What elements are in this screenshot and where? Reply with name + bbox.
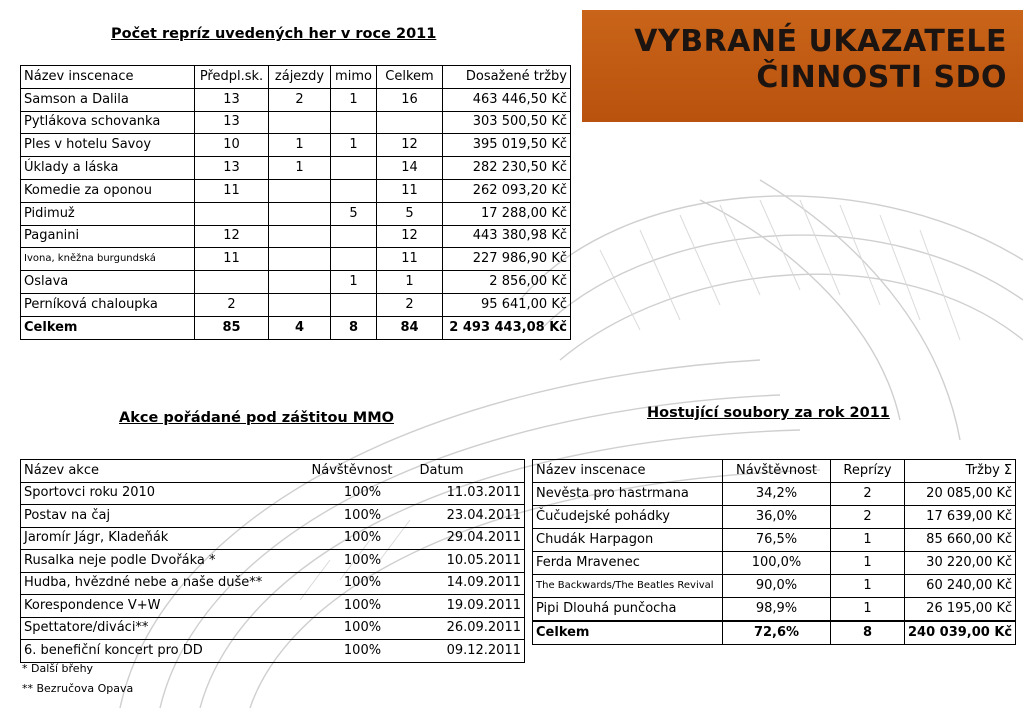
table-cell: 2 [269, 88, 331, 111]
table-cell: 10.05.2011 [417, 550, 525, 573]
table-cell [195, 202, 269, 225]
table-cell: 36,0% [723, 506, 831, 529]
column-header: Předpl.sk. [195, 66, 269, 89]
table-header-row [21, 66, 571, 89]
table-row [533, 575, 1016, 598]
table-cell: 1 [831, 598, 905, 622]
table-cell: 262 093,20 Kč [443, 179, 571, 202]
table-cell: 100% [309, 482, 417, 505]
table-cell: 463 446,50 Kč [443, 88, 571, 111]
table-cell [269, 248, 331, 271]
table-row [21, 293, 571, 316]
table-cell: Chudák Harpagon [533, 529, 723, 552]
table-cell: Ples v hotelu Savoy [21, 134, 195, 157]
table-cell: Ivona, kněžna burgundská [21, 248, 195, 271]
table-cell [269, 271, 331, 294]
table-cell: 09.12.2011 [417, 640, 525, 663]
table-cell: 2 [831, 506, 905, 529]
table-row [21, 225, 571, 248]
table-cell: 17 288,00 Kč [443, 202, 571, 225]
column-header: Reprízy [831, 460, 905, 483]
table-row [21, 316, 571, 339]
table-cell: 2 856,00 Kč [443, 271, 571, 294]
table-cell: 12 [377, 225, 443, 248]
table-cell: Sportovci roku 2010 [21, 482, 309, 505]
table-cell [331, 157, 377, 180]
table-cell: 8 [331, 316, 377, 339]
table-cell: 2 [195, 293, 269, 316]
table-cell: 10 [195, 134, 269, 157]
table-cell: 12 [195, 225, 269, 248]
table-cell [195, 271, 269, 294]
table-cell: The Backwards/The Beatles Revival [533, 575, 723, 598]
table-row [533, 621, 1016, 645]
table-cell: Ferda Mravenec [533, 552, 723, 575]
table-row [21, 572, 525, 595]
table-cell: Nevěsta pro hastrmana [533, 483, 723, 506]
table-cell: Komedie za oponou [21, 179, 195, 202]
table-cell: 19.09.2011 [417, 595, 525, 618]
table-cell: 17 639,00 Kč [905, 506, 1016, 529]
column-header: Celkem [377, 66, 443, 89]
table-cell: Čučudejské pohádky [533, 506, 723, 529]
table-header-row [21, 460, 525, 483]
title-banner [582, 10, 1023, 122]
table-cell [269, 202, 331, 225]
table-row [21, 157, 571, 180]
column-header: Návštěvnost [723, 460, 831, 483]
table-cell: 98,9% [723, 598, 831, 622]
table-row [21, 179, 571, 202]
table-row [533, 598, 1016, 622]
table-cell: Oslava [21, 271, 195, 294]
table-cell: 4 [269, 316, 331, 339]
table-cell [269, 225, 331, 248]
table-row [21, 88, 571, 111]
table-cell: 13 [195, 88, 269, 111]
table-cell: Celkem [533, 621, 723, 645]
column-header: Návštěvnost [309, 460, 417, 483]
table-cell: 11 [377, 248, 443, 271]
table-cell: 90,0% [723, 575, 831, 598]
table-cell: 34,2% [723, 483, 831, 506]
table-row [21, 482, 525, 505]
column-header: Tržby Σ [905, 460, 1016, 483]
table-cell: 11 [195, 179, 269, 202]
table-cell: 100% [309, 640, 417, 663]
table-cell: Spettatore/diváci** [21, 617, 309, 640]
table-header-row [533, 460, 1016, 483]
table-cell: 29.04.2011 [417, 527, 525, 550]
table-cell: 100% [309, 617, 417, 640]
hostujici-caption: Hostující soubory za rok 2011 [647, 405, 890, 421]
table-cell: 100% [309, 527, 417, 550]
table-cell: 13 [195, 157, 269, 180]
table-cell: 26 195,00 Kč [905, 598, 1016, 622]
column-header: zájezdy [269, 66, 331, 89]
table-cell: Paganini [21, 225, 195, 248]
table-cell: 303 500,50 Kč [443, 111, 571, 134]
table-cell: 16 [377, 88, 443, 111]
table-cell: 100% [309, 550, 417, 573]
table-row [533, 506, 1016, 529]
table-cell: Hudba, hvězdné nebe a naše duše** [21, 572, 309, 595]
table-cell [269, 293, 331, 316]
table-cell [331, 293, 377, 316]
table-cell: 95 641,00 Kč [443, 293, 571, 316]
column-header: Název inscenace [21, 66, 195, 89]
table-cell: 100,0% [723, 552, 831, 575]
table-row [21, 111, 571, 134]
table-cell [377, 111, 443, 134]
table-row [533, 529, 1016, 552]
repriza-caption: Počet repríz uvedených her v roce 2011 [111, 26, 437, 42]
column-header: Název inscenace [533, 460, 723, 483]
table-cell: 20 085,00 Kč [905, 483, 1016, 506]
table-row [21, 505, 525, 528]
table-row [21, 617, 525, 640]
column-header: Dosažené tržby [443, 66, 571, 89]
akce-table [20, 459, 525, 663]
table-cell [269, 111, 331, 134]
table-row [21, 595, 525, 618]
table-row [21, 202, 571, 225]
table-cell: 1 [331, 134, 377, 157]
table-cell: 11 [377, 179, 443, 202]
table-cell: 85 660,00 Kč [905, 529, 1016, 552]
table-cell [331, 248, 377, 271]
table-cell [331, 111, 377, 134]
table-cell: Samson a Dalila [21, 88, 195, 111]
table-cell: 23.04.2011 [417, 505, 525, 528]
table-cell [331, 225, 377, 248]
table-cell: 26.09.2011 [417, 617, 525, 640]
table-cell: 240 039,00 Kč [905, 621, 1016, 645]
table-cell: 443 380,98 Kč [443, 225, 571, 248]
repriza-table [20, 65, 571, 340]
table-cell: 2 [377, 293, 443, 316]
table-cell: 30 220,00 Kč [905, 552, 1016, 575]
column-header: Datum [417, 460, 525, 483]
table-cell: 1 [831, 529, 905, 552]
table-row [533, 483, 1016, 506]
table-cell: 12 [377, 134, 443, 157]
table-cell: Pidimuž [21, 202, 195, 225]
akce-caption: Akce pořádané pod záštitou MMO [119, 410, 394, 426]
table-cell: Celkem [21, 316, 195, 339]
table-cell: 2 493 443,08 Kč [443, 316, 571, 339]
table-row [21, 527, 525, 550]
table-cell: 84 [377, 316, 443, 339]
title-line-1: VYBRANÉ UKAZATELE [634, 24, 1007, 59]
table-cell: Pipi Dlouhá punčocha [533, 598, 723, 622]
table-cell: 395 019,50 Kč [443, 134, 571, 157]
table-cell [331, 179, 377, 202]
table-cell: 100% [309, 595, 417, 618]
table-cell: 5 [377, 202, 443, 225]
table-cell: 282 230,50 Kč [443, 157, 571, 180]
table-cell: 14 [377, 157, 443, 180]
table-cell: Pytlákova schovanka [21, 111, 195, 134]
column-header: mimo [331, 66, 377, 89]
table-cell: Rusalka neje podle Dvořáka * [21, 550, 309, 573]
table-cell: 1 [377, 271, 443, 294]
table-cell [269, 179, 331, 202]
table-cell: 1 [331, 88, 377, 111]
table-cell: 1 [831, 575, 905, 598]
table-row [21, 640, 525, 663]
table-cell: 6. benefiční koncert pro DD [21, 640, 309, 663]
table-cell: Jaromír Jágr, Kladeňák [21, 527, 309, 550]
table-cell: 5 [331, 202, 377, 225]
table-cell: 76,5% [723, 529, 831, 552]
table-row [21, 248, 571, 271]
table-cell: 1 [831, 552, 905, 575]
table-cell: 72,6% [723, 621, 831, 645]
footnote: ** Bezručova Opava [22, 682, 134, 695]
table-row [533, 552, 1016, 575]
table-cell: Postav na čaj [21, 505, 309, 528]
table-cell: 8 [831, 621, 905, 645]
table-row [21, 550, 525, 573]
table-cell: Korespondence V+W [21, 595, 309, 618]
table-cell: 2 [831, 483, 905, 506]
table-cell: 100% [309, 572, 417, 595]
table-cell: 14.09.2011 [417, 572, 525, 595]
table-cell: 100% [309, 505, 417, 528]
table-cell: 1 [331, 271, 377, 294]
column-header: Název akce [21, 460, 309, 483]
hostujici-table [532, 459, 1016, 645]
table-cell: 85 [195, 316, 269, 339]
title-line-2: ČINNOSTI SDO [756, 60, 1007, 95]
table-row [21, 271, 571, 294]
table-cell: 1 [269, 157, 331, 180]
table-cell: 11.03.2011 [417, 482, 525, 505]
table-cell: 1 [269, 134, 331, 157]
table-cell: 13 [195, 111, 269, 134]
footnote: * Další břehy [22, 662, 94, 675]
table-row [21, 134, 571, 157]
table-cell: Úklady a láska [21, 157, 195, 180]
table-cell: 227 986,90 Kč [443, 248, 571, 271]
table-cell: 60 240,00 Kč [905, 575, 1016, 598]
table-cell: Perníková chaloupka [21, 293, 195, 316]
table-cell: 11 [195, 248, 269, 271]
